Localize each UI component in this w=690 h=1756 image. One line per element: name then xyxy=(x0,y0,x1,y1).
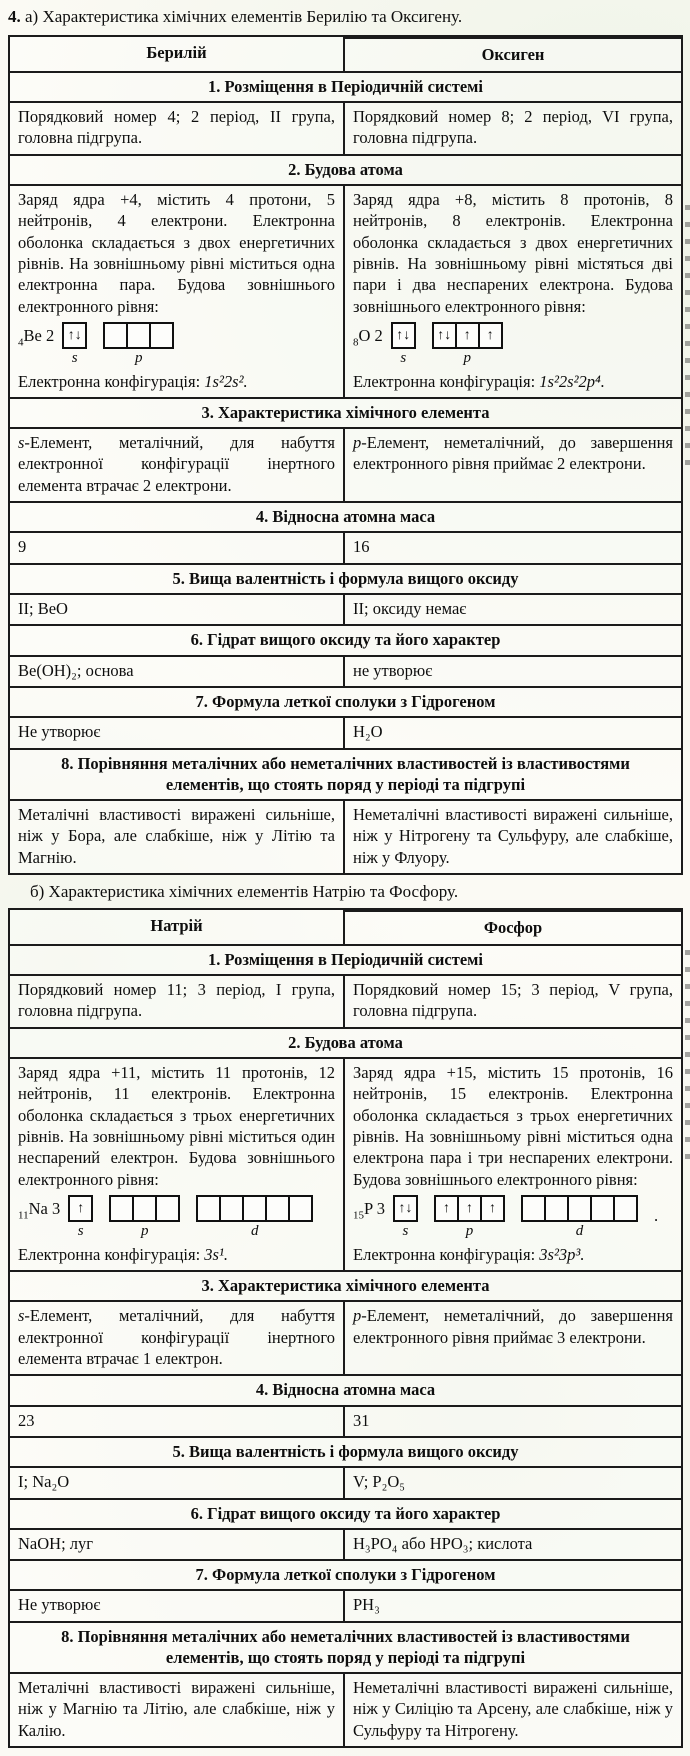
cell-character-sodium xyxy=(10,1300,343,1374)
orbital-box: ↑↓ xyxy=(62,322,87,349)
cell-atom-structure-sodium xyxy=(10,1057,343,1270)
config-label: Електронна конфігурація: xyxy=(18,371,201,391)
cell-atomic-mass-oxygen: 16 xyxy=(343,531,681,562)
table-beryllium-oxygen xyxy=(8,35,683,875)
orbital-group-p xyxy=(109,1195,180,1240)
orbital-box: ↑ xyxy=(455,322,480,349)
section-title-placement: 1. Розміщення в Періодичній системі xyxy=(10,944,681,974)
section-title-atom-structure: 2. Будова атома xyxy=(10,154,681,184)
orbital-box xyxy=(242,1195,267,1222)
character-text: -Елемент, металічний, для набуття електронної конфігурації інертного елемента втрачає 2 електрони. xyxy=(18,433,335,495)
section-title-atomic-mass: 4. Відносна атомна маса xyxy=(10,1374,681,1404)
orbital-group-d xyxy=(521,1195,638,1240)
cell-placement-sodium: Порядковий номер 11; 3 період, I група, головна підгрупа. xyxy=(10,974,343,1027)
orbital-group-p xyxy=(434,1195,505,1240)
orbital-group-s xyxy=(62,322,87,367)
section-title-atomic-mass: 4. Відносна атомна маса xyxy=(10,501,681,531)
cell-valence-oxygen: II; оксиду немає xyxy=(343,593,681,624)
section-title-comparison: 8. Порівняння металічних або неметалічних властивостей із властивостями елементів, що стоять поряд у періоді та підгрупі xyxy=(10,748,681,799)
orbital-group-s xyxy=(393,1195,418,1240)
orbital-group-p xyxy=(432,322,503,367)
section-title-hydrate: 6. Гідрат вищого оксиду та його характер xyxy=(10,1498,681,1528)
section-title-placement: 1. Розміщення в Періодичній системі xyxy=(10,71,681,101)
section-title-valence-oxide: 5. Вища валентність і формула вищого оксиду xyxy=(10,563,681,593)
title-b-text: б) Характеристика хімічних елементів Натрію та Фосфору. xyxy=(30,882,459,902)
orbital-group-s xyxy=(68,1195,93,1240)
electron-configuration-phosphorus xyxy=(353,1244,673,1265)
orbital-box: ↑↓ xyxy=(432,322,457,349)
orbital-box xyxy=(613,1195,638,1222)
orbital-sublevel-label: p xyxy=(465,1223,474,1240)
cell-atom-structure-phosphorus xyxy=(343,1057,681,1270)
config-label: Електронна конфігурація: xyxy=(353,1244,536,1264)
cell-hydrate-oxygen: не утворює xyxy=(343,655,681,686)
atom-structure-text: Заряд ядра +8, містить 8 протонів, 8 нейтронів, 8 електронів. Електронна оболонка складається з двох енергетичних рівнів. На зовнішньому рівні містяться дві пари і два неспарених електрона. Будова зовнішнього електронного рівня: xyxy=(353,189,673,316)
config-value: 1s²2s²2p⁴. xyxy=(539,371,605,391)
orbital-sublevel-label: p xyxy=(140,1223,149,1240)
orbital-box xyxy=(219,1195,244,1222)
orbital-box xyxy=(288,1195,313,1222)
cell-character-oxygen xyxy=(343,427,681,501)
orbital-sublevel-label: d xyxy=(250,1223,259,1240)
orbital-box xyxy=(126,322,151,349)
orbital-box xyxy=(521,1195,546,1222)
section-title-comparison: 8. Порівняння металічних або неметалічних властивостей із властивостями елементів, що стоять поряд у періоді та підгрупі xyxy=(10,1621,681,1672)
element-symbol-label: $_8$O 2 xyxy=(353,326,383,349)
header-cell-phosphorus: Фосфор xyxy=(343,910,681,943)
diagram-suffix: . xyxy=(653,1206,659,1226)
orbital-box xyxy=(155,1195,180,1222)
cell-character-phosphorus xyxy=(343,1300,681,1374)
cell-hydrogen-compound-sodium: Не утворює xyxy=(10,1589,343,1620)
cell-atomic-mass-beryllium: 9 xyxy=(10,531,343,562)
orbital-box: ↑ xyxy=(68,1195,93,1222)
cell-atomic-mass-sodium: 23 xyxy=(10,1405,343,1436)
header-cell-oxygen: Оксиген xyxy=(343,37,681,70)
element-symbol-label: $_{15}$P 3 xyxy=(353,1199,385,1222)
header-cell-beryllium: Берилій xyxy=(146,43,207,63)
orbital-box: ↑ xyxy=(478,322,503,349)
orbital-sublevel-label: s xyxy=(77,1223,84,1240)
cell-character-beryllium xyxy=(10,427,343,501)
orbital-sublevel-label: s xyxy=(400,350,407,367)
title-b xyxy=(8,881,683,903)
cell-hydrogen-compound-oxygen: H₂O xyxy=(343,716,681,747)
section-title-hydrogen-compound: 7. Формула леткої сполуки з Гідрогеном xyxy=(10,686,681,716)
orbital-box xyxy=(196,1195,221,1222)
orbital-box: ↑↓ xyxy=(391,322,416,349)
title-a xyxy=(8,6,683,28)
character-text: -Елемент, неметалічний, до завершення електронного рівня приймає 3 електрони. xyxy=(353,1306,673,1347)
section-title-hydrogen-compound: 7. Формула леткої сполуки з Гідрогеном xyxy=(10,1559,681,1589)
cell-hydrate-phosphorus: H₃PO₄ або HPO₃; кислота xyxy=(343,1528,681,1559)
cell-comparison-oxygen: Неметалічні властивості виражені сильніше, ніж у Нітрогену та Сульфуру, але слабкіше, ніж у Флуору. xyxy=(343,799,681,873)
orbital-group-d xyxy=(196,1195,313,1240)
element-type-letter: s xyxy=(18,1306,25,1326)
element-type-letter: s xyxy=(18,433,25,453)
orbital-box: ↑ xyxy=(434,1195,459,1222)
orbital-sublevel-label: d xyxy=(575,1223,584,1240)
electron-configuration-beryllium xyxy=(18,371,335,392)
cell-comparison-beryllium: Металічні властивості виражені сильніше, ніж у Бора, але слабкіше, ніж у Літію та Магнію. xyxy=(10,799,343,873)
orbital-box xyxy=(132,1195,157,1222)
cell-atom-structure-oxygen xyxy=(343,184,681,397)
cell-comparison-phosphorus: Неметалічні властивості виражені сильніше, ніж у Силіцію та Арсену, але слабкіше, ніж у Сульфуру та Нітрогену. xyxy=(343,1672,681,1746)
table-sodium-phosphorus xyxy=(8,908,683,1748)
cell-comparison-sodium: Металічні властивості виражені сильніше, ніж у Магнію та Літію, але слабкіше, ніж у Калію. xyxy=(10,1672,343,1746)
config-label: Електронна конфігурація: xyxy=(353,371,536,391)
orbital-sublevel-label: p xyxy=(134,350,143,367)
scan-edge-artifact xyxy=(685,205,690,465)
orbital-diagram-oxygen xyxy=(353,322,673,367)
header-cell-sodium: Натрій xyxy=(150,916,203,936)
orbital-sublevel-label: s xyxy=(71,350,78,367)
orbital-box: ↑ xyxy=(480,1195,505,1222)
atom-structure-text: Заряд ядра +11, містить 11 протонів, 12 нейтронів, 11 електронів. Електронна оболонка складається з трьох енергетичних рівнів. На зовнішньому рівні міститься один неспарений електрон. Будова зовнішнього електронного рівня: xyxy=(18,1062,335,1189)
cell-placement-oxygen: Порядковий номер 8; 2 період, VI група, головна підгрупа. xyxy=(343,101,681,154)
orbital-box xyxy=(567,1195,592,1222)
orbital-group-p xyxy=(103,322,174,367)
section-title-element-character: 3. Характеристика хімічного елемента xyxy=(10,1270,681,1300)
cell-hydrate-sodium: NaOH; луг xyxy=(10,1528,343,1559)
orbital-box xyxy=(544,1195,569,1222)
orbital-box xyxy=(149,322,174,349)
orbital-box xyxy=(109,1195,134,1222)
element-symbol-label: $_{11}$Na 3 xyxy=(18,1199,61,1222)
orbital-diagram-beryllium xyxy=(18,322,335,367)
section-title-atom-structure: 2. Будова атома xyxy=(10,1027,681,1057)
element-type-letter: p xyxy=(353,433,362,453)
element-type-letter: p xyxy=(353,1306,362,1326)
config-label: Електронна конфігурація: xyxy=(18,1244,201,1264)
config-value: 3s¹. xyxy=(204,1244,229,1264)
element-symbol-label: $_4$Be 2 xyxy=(18,326,55,349)
cell-placement-phosphorus: Порядковий номер 15; 3 період, V група, головна підгрупа. xyxy=(343,974,681,1027)
orbital-box xyxy=(590,1195,615,1222)
cell-hydrate-beryllium: Be(OH)₂; основа xyxy=(10,655,343,686)
electron-configuration-sodium xyxy=(18,1244,335,1265)
orbital-diagram-sodium xyxy=(18,1195,335,1240)
title-a-text: а) Характеристика хімічних елементів Берилію та Оксигену. xyxy=(25,7,463,26)
cell-valence-phosphorus: V; P₂O₅ xyxy=(343,1466,681,1497)
orbital-box xyxy=(265,1195,290,1222)
orbital-group-s xyxy=(391,322,416,367)
config-value: 1s²2s². xyxy=(204,371,248,391)
cell-hydrogen-compound-beryllium: Не утворює xyxy=(10,716,343,747)
orbital-sublevel-label: s xyxy=(402,1223,409,1240)
cell-valence-beryllium: II; BeO xyxy=(10,593,343,624)
orbital-box: ↑ xyxy=(457,1195,482,1222)
cell-valence-sodium: I; Na₂O xyxy=(10,1466,343,1497)
atom-structure-text: Заряд ядра +4, містить 4 протони, 5 нейтронів, 4 електрони. Електронна оболонка складається з двох енергетичних рівнів. На зовнішньому рівні міститься одна електронна пара. Будова зовнішнього електронного рівня: xyxy=(18,189,335,316)
config-value: 3s²3p³. xyxy=(539,1244,585,1264)
atom-structure-text: Заряд ядра +15, містить 15 протонів, 16 нейтронів, 15 електронів. Електронна оболонка складається з трьох енергетичних рівнів. На зовнішньому рівні міститься одна електрона пара і три неспарених електрони. Будова зовнішнього електронного рівня: xyxy=(353,1062,673,1189)
cell-atom-structure-beryllium xyxy=(10,184,343,397)
orbital-box: ↑↓ xyxy=(393,1195,418,1222)
orbital-diagram-phosphorus xyxy=(353,1195,673,1240)
section-title-hydrate: 6. Гідрат вищого оксиду та його характер xyxy=(10,624,681,654)
orbital-box xyxy=(103,322,128,349)
orbital-sublevel-label: p xyxy=(463,350,472,367)
section-title-valence-oxide: 5. Вища валентність і формула вищого оксиду xyxy=(10,1436,681,1466)
cell-placement-beryllium: Порядковий номер 4; 2 період, II група, головна підгрупа. xyxy=(10,101,343,154)
cell-atomic-mass-phosphorus: 31 xyxy=(343,1405,681,1436)
character-text: -Елемент, неметалічний, до завершення електронного рівня приймає 2 електрони. xyxy=(353,433,673,474)
scan-edge-artifact xyxy=(685,950,690,1160)
electron-configuration-oxygen xyxy=(353,371,673,392)
cell-hydrogen-compound-phosphorus: PH₃ xyxy=(343,1589,681,1620)
section-title-element-character: 3. Характеристика хімічного елемента xyxy=(10,397,681,427)
character-text: -Елемент, металічний, для набуття електронної конфігурації інертного елемента втрачає 1 електрон. xyxy=(18,1306,335,1368)
task-number: 4. xyxy=(8,7,21,26)
